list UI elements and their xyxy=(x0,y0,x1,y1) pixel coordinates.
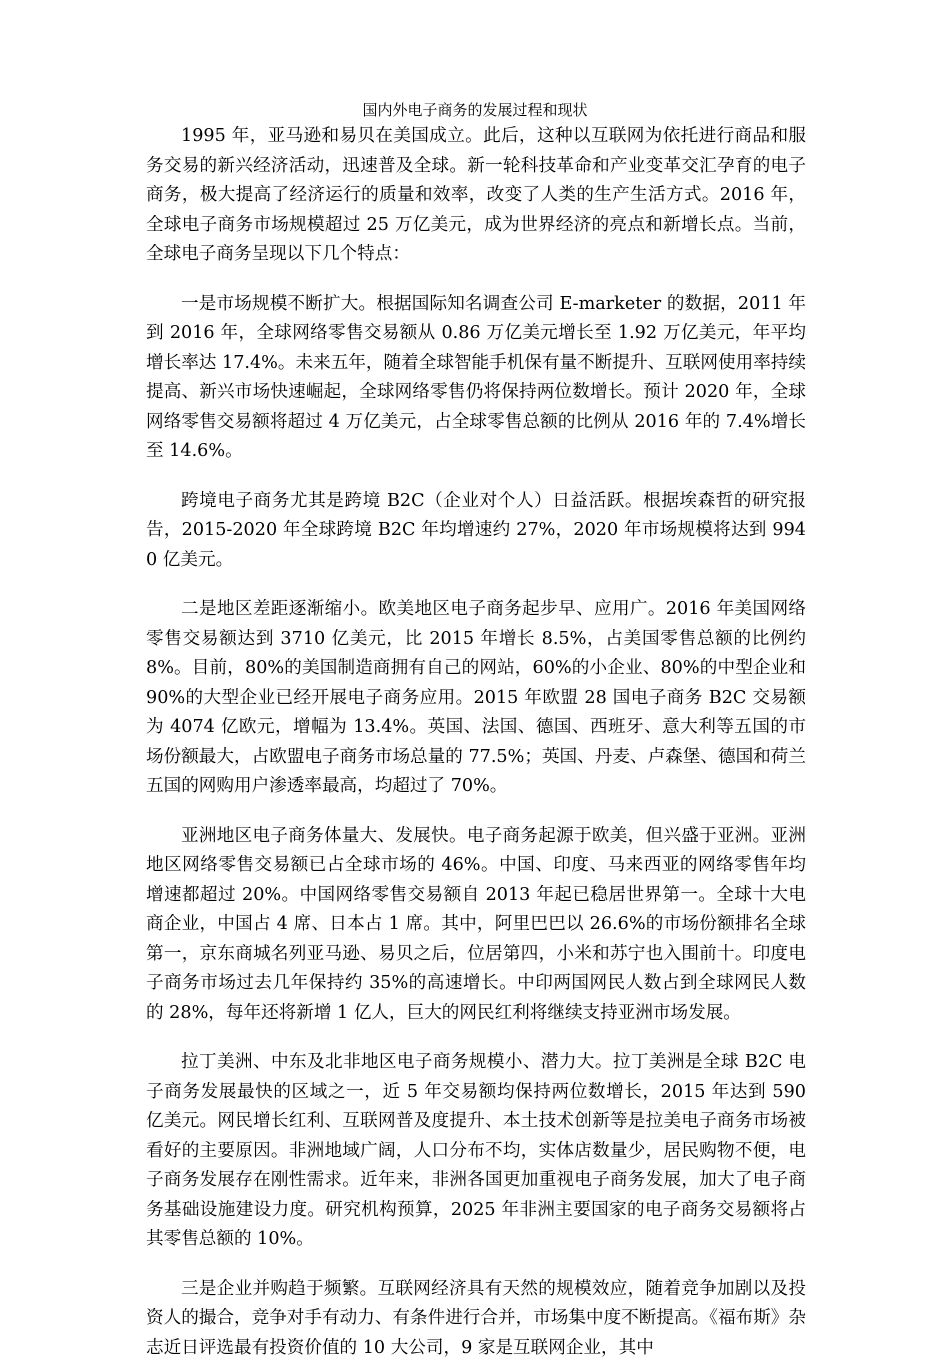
paragraph-mergers: 三是企业并购趋于频繁。互联网经济具有天然的规模效应，随着竞争加剧以及投资人的撮合，竞争对手有动力、有条件进行合并，市场集中度不断提高。《福布斯》杂志近日评选最有投资价值的 10 大公司，9 家是互联网企业，其中 xyxy=(146,1275,806,1363)
document-title: 国内外电子商务的发展过程和现状 xyxy=(0,100,950,120)
document-body xyxy=(146,122,806,1363)
paragraph-cross-border: 跨境电子商务尤其是跨境 B2C（企业对个人）日益活跃。根据埃森哲的研究报告，2015-2020 年全球跨境 B2C 年均增速约 27%，2020 年市场规模将达到 9940 亿美元。 xyxy=(146,487,806,576)
paragraph-intro: 1995 年，亚马逊和易贝在美国成立。此后，这种以互联网为依托进行商品和服务交易的新兴经济活动，迅速普及全球。新一轮科技革命和产业变革交汇孕育的电子商务，极大提高了经济运行的质量和效率，改变了人类的生产生活方式。2016 年，全球电子商务市场规模超过 25 万亿美元，成为世界经济的亮点和新增长点。当前，全球电子商务呈现以下几个特点： xyxy=(146,122,806,270)
paragraph-asia: 亚洲地区电子商务体量大、发展快。电子商务起源于欧美，但兴盛于亚洲。亚洲地区网络零售交易额已占全球市场的 46%。中国、印度、马来西亚的网络零售年均增速都超过 20%。中国网络零售交易额自 2013 年起已稳居世界第一。全球十大电商企业，中国占 4 席、日本占 1 席。其中，阿里巴巴以 26.6%的市场份额排名全球第一，京东商城名列亚马逊、易贝之后，位居第四，小米和苏宁也入围前十。印度电子商务市场过去几年保持约 35%的高速增长。中印两国网民人数占到全球网民人数的 28%，每年还将新增 1 亿人，巨大的网民红利将继续支持亚洲市场发展。 xyxy=(146,822,806,1029)
paragraph-latam-mena: 拉丁美洲、中东及北非地区电子商务规模小、潜力大。拉丁美洲是全球 B2C 电子商务发展最快的区域之一，近 5 年交易额均保持两位数增长，2015 年达到 590 亿美元。网民增长红利、互联网普及度提升、本土技术创新等是拉美电子商务市场被看好的主要原因。非洲地域广阔，人口分布不均，实体店数量少，居民购物不便，电子商务发展存在刚性需求。近年来，非洲各国更加重视电子商务发展，加大了电子商务基础设施建设力度。研究机构预算，2025 年非洲主要国家的电子商务交易额将占其零售总额的 10%。 xyxy=(146,1048,806,1255)
paragraph-regional-gap: 二是地区差距逐渐缩小。欧美地区电子商务起步早、应用广。2016 年美国网络零售交易额达到 3710 亿美元，比 2015 年增长 8.5%，占美国零售总额的比例约 8%。目前，80%的美国制造商拥有自己的网站，60%的小企业、80%的中型企业和 90%的大型企业已经开展电子商务应用。2015 年欧盟 28 国电子商务 B2C 交易额为 4074 亿欧元，增幅为 13.4%。英国、法国、德国、西班牙、意大利等五国的市场份额最大，占欧盟电子商务市场总量的 77.5%；英国、丹麦、卢森堡、德国和荷兰五国的网购用户渗透率最高，均超过了 70%。 xyxy=(146,595,806,802)
paragraph-market-scale: 一是市场规模不断扩大。根据国际知名调查公司 E-marketer 的数据，2011 年到 2016 年，全球网络零售交易额从 0.86 万亿美元增长至 1.92 万亿美元，年平均增长率达 17.4%。未来五年，随着全球智能手机保有量不断提升、互联网使用率持续提高、新兴市场快速崛起，全球网络零售仍将保持两位数增长。预计 2020 年，全球网络零售交易额将超过 4 万亿美元，占全球零售总额的比例从 2016 年的 7.4%增长至 14.6%。 xyxy=(146,290,806,467)
